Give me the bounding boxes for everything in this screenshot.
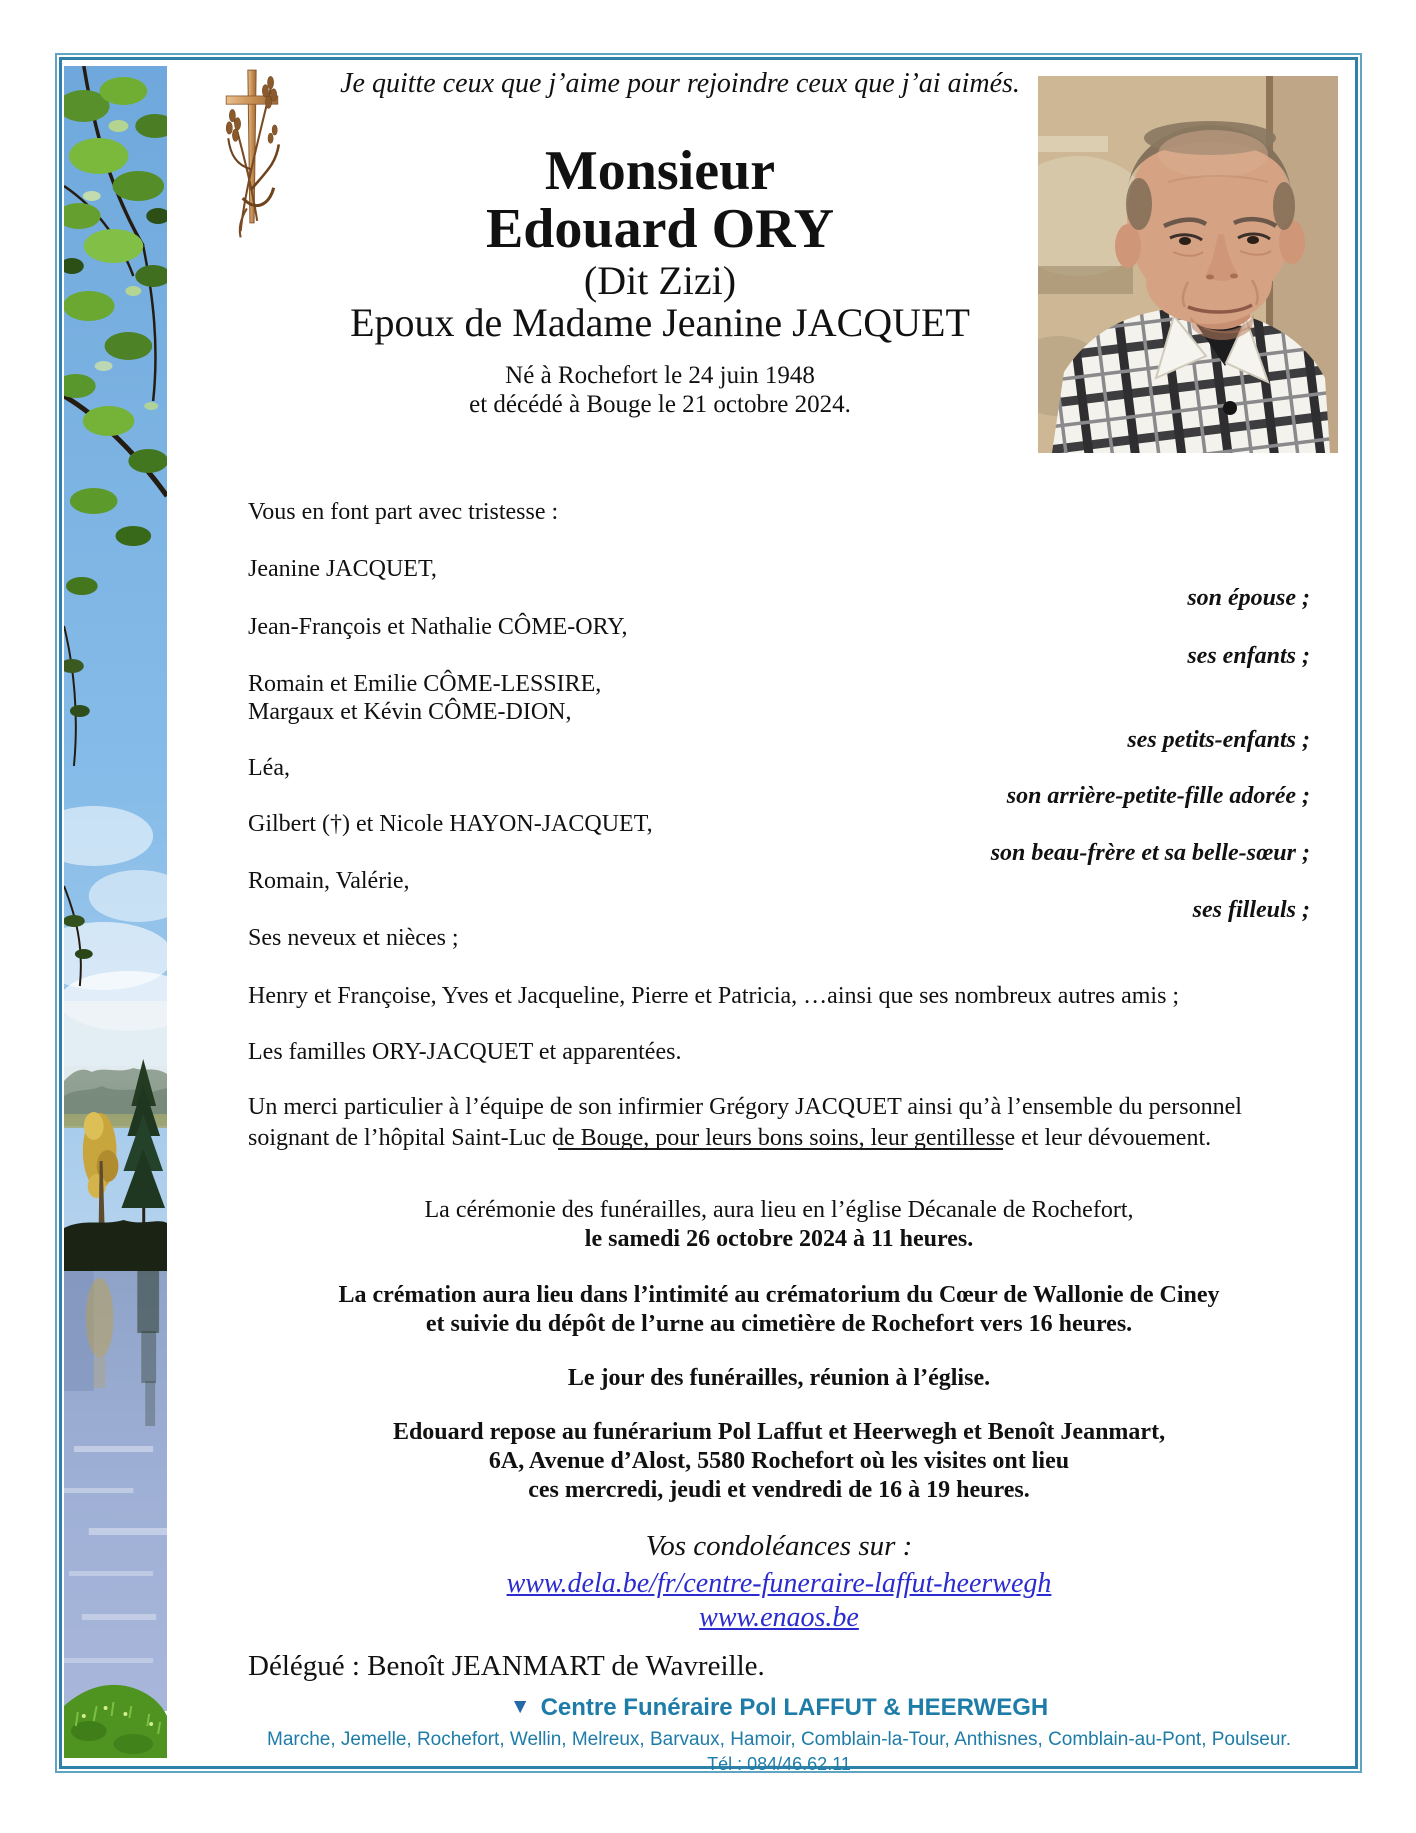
repose-line2: 6A, Avenue d’Alost, 5580 Rochefort où les visites ont lieu <box>488 1448 1070 1474</box>
family-line: Margaux et Kévin CÔME-DION, <box>248 699 572 725</box>
cremation-line1: La crémation aura lieu dans l’intimité au crématorium du Cœur de Wallonie de Ciney <box>338 1282 1220 1308</box>
condolences-link1-line <box>248 1569 1310 1598</box>
family-line: Romain et Emilie CÔME-LESSIRE, <box>248 671 602 697</box>
condolences-link2-line <box>248 1603 1310 1632</box>
family-line: Léa, <box>248 755 290 781</box>
friends-line: Henry et Françoise, Yves et Jacqueline, Pierre et Patricia, …ainsi que ses nombreux autres amis ; <box>248 983 1180 1009</box>
family-line: Jeanine JACQUET, <box>248 556 437 582</box>
down-triangle-icon: ▼ <box>509 1695 531 1718</box>
family-line: Gilbert (†) et Nicole HAYON-JACQUET, <box>248 811 653 837</box>
enaos-link[interactable]: www.enaos.be <box>699 1602 859 1633</box>
family-line: Ses neveux et nièces ; <box>248 925 459 951</box>
family-line: Jean-François et Nathalie CÔME-ORY, <box>248 614 628 640</box>
ceremony-line: La cérémonie des funérailles, aura lieu en l’église Décanale de Rochefort, <box>424 1197 1134 1223</box>
brand-name: Centre Funéraire Pol LAFFUT & HEERWEGH <box>540 1694 1049 1721</box>
memorial-quote: Je quitte ceux que j’aime pour rejoindre ceux que j’ai aimés. <box>340 68 1020 99</box>
family-role: son épouse ; <box>1187 585 1310 611</box>
families-line: Les familles ORY-JACQUET et apparentées. <box>248 1039 682 1065</box>
family-line: Romain, Valérie, <box>248 868 410 894</box>
nature-photo-strip <box>64 66 167 1758</box>
nickname: (Dit Zizi) <box>583 258 737 303</box>
birth-line: Né à Rochefort le 24 juin 1948 <box>505 362 815 389</box>
family-role: ses petits-enfants ; <box>1127 727 1310 753</box>
delegate-line: Délégué : Benoît JEANMART de Wavreille. <box>248 1650 765 1682</box>
reunion-line: Le jour des funérailles, réunion à l’église. <box>567 1365 991 1391</box>
ceremony-date: le samedi 26 octobre 2024 à 11 heures. <box>584 1226 974 1252</box>
family-role: ses enfants ; <box>1187 643 1310 669</box>
phone-line: Tél : 084/46.62.11 <box>707 1754 851 1774</box>
repose-line3: ces mercredi, jeudi et vendredi de 16 à 19 heures. <box>528 1477 1030 1503</box>
funeral-home-brand <box>248 1692 1310 1722</box>
cremation-line2: et suivie du dépôt de l’urne au cimetière de Rochefort vers 16 heures. <box>425 1311 1133 1337</box>
condolences-label: Vos condoléances sur : <box>645 1530 913 1562</box>
family-role: son beau-frère et sa belle-sœur ; <box>990 840 1310 866</box>
deceased-name: Edouard ORY <box>485 198 835 260</box>
section-divider <box>558 1148 1003 1150</box>
thanks-paragraph: Un merci particulier à l’équipe de son infirmier Grégory JACQUET ainsi qu’à l’ensemble du personnel soignant de l’hôpital Saint-Luc de Bouge, pour leurs bons soins, leur gentillesse et leur dévouement. <box>248 1094 1242 1151</box>
family-role: ses filleuls ; <box>1192 897 1310 923</box>
title-monsieur: Monsieur <box>544 140 776 202</box>
intro-line: Vous en font part avec tristesse : <box>248 499 559 525</box>
family-role: son arrière-petite-fille adorée ; <box>1006 783 1310 809</box>
death-line: et décédé à Bouge le 21 octobre 2024. <box>469 391 851 418</box>
repose-line1: Edouard repose au funérarium Pol Laffut et Heerwegh et Benoît Jeanmart, <box>392 1419 1166 1445</box>
nature-photo-illustration <box>64 66 167 1758</box>
spouse-line: Epoux de Madame Jeanine JACQUET <box>350 300 970 345</box>
cities-line: Marche, Jemelle, Rochefort, Wellin, Melreux, Barvaux, Hamoir, Comblain-la-Tour, Anthisnes, Comblain-au-Pont, Poulseur. <box>267 1729 1291 1750</box>
dela-link[interactable]: www.dela.be/fr/centre-funeraire-laffut-heerwegh <box>506 1568 1052 1599</box>
